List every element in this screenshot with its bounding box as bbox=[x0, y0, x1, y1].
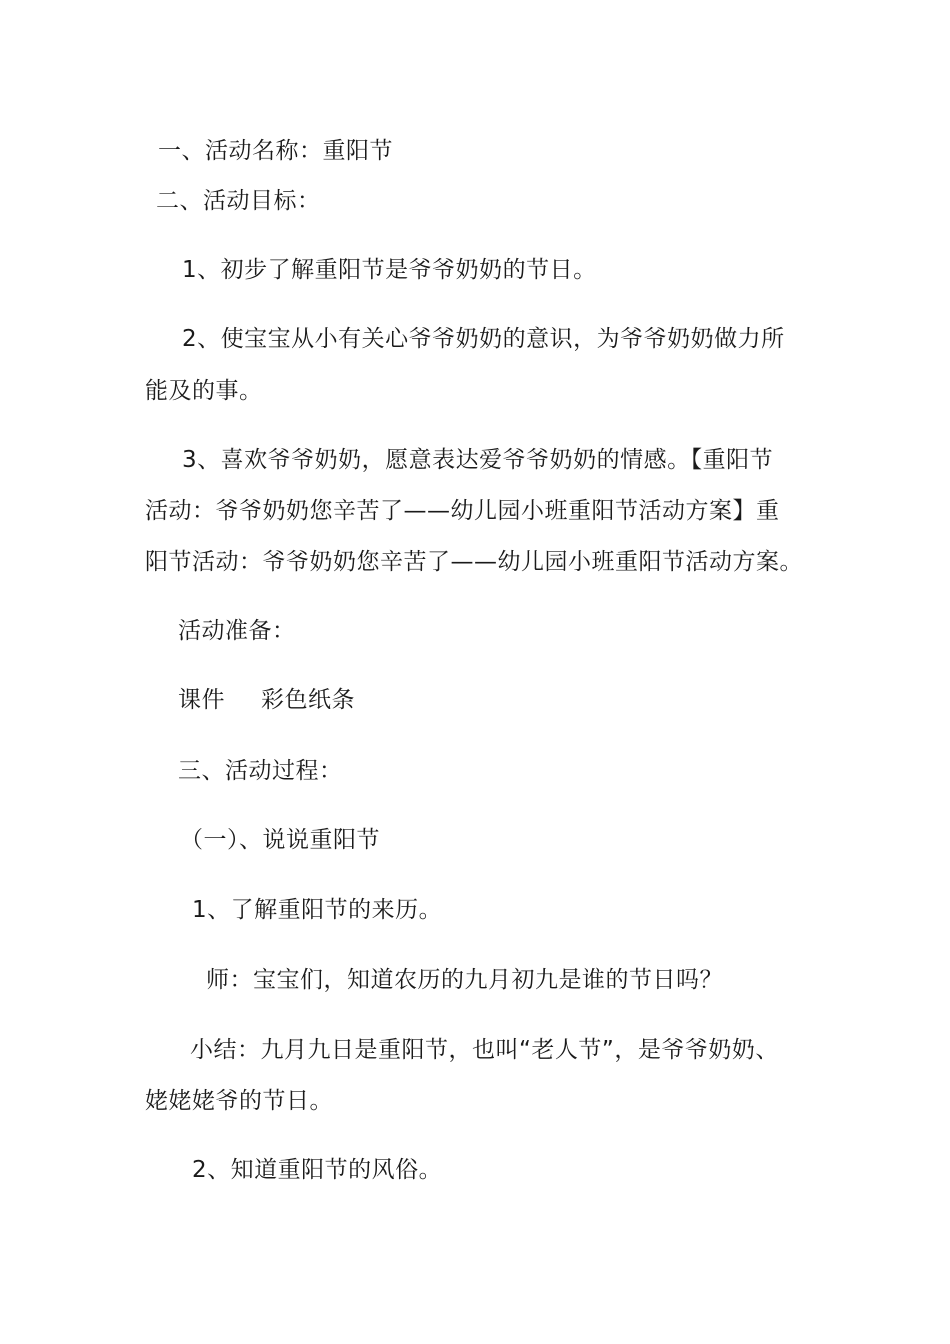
preparation-items bbox=[178, 686, 355, 714]
preparation-item-colored-paper: 彩色纸条 bbox=[261, 687, 355, 713]
goal-item-3-continued: 活动：爷爷奶奶您辛苦了——幼儿园小班重阳节活动方案】重 bbox=[145, 498, 780, 524]
summary-text-continued: 姥姥姥爷的节日。 bbox=[145, 1088, 333, 1114]
subsection-title-talk-about-festival: （一）、说说重阳节 bbox=[180, 827, 380, 853]
summary-text: 小结：九月九日是重阳节，也叫“老人节”，是爷爷奶奶、 bbox=[190, 1037, 779, 1063]
teacher-question: 师：宝宝们，知道农历的九月初九是谁的节日吗？ bbox=[206, 967, 723, 993]
preparation-heading: 活动准备： bbox=[178, 618, 296, 644]
process-step-1: 1、了解重阳节的来历。 bbox=[192, 897, 443, 923]
section-title-activity-name: 一、活动名称：重阳节 bbox=[158, 138, 393, 164]
preparation-item-courseware: 课件 bbox=[178, 687, 225, 713]
goal-item-3: 3、喜欢爷爷奶奶，愿意表达爱爷爷奶奶的情感。【重阳节 bbox=[182, 447, 774, 473]
goal-item-3-continued-2: 阳节活动：爷爷奶奶您辛苦了——幼儿园小班重阳节活动方案。 bbox=[145, 549, 803, 575]
section-title-activity-process: 三、活动过程： bbox=[178, 758, 343, 784]
process-step-2: 2、知道重阳节的风俗。 bbox=[192, 1157, 443, 1183]
section-title-activity-goals: 二、活动目标： bbox=[156, 188, 321, 214]
goal-item-2: 2、使宝宝从小有关心爷爷奶奶的意识，为爷爷奶奶做力所 bbox=[182, 326, 785, 352]
goal-item-1: 1、初步了解重阳节是爷爷奶奶的节日。 bbox=[182, 257, 597, 283]
goal-item-2-continued: 能及的事。 bbox=[145, 378, 263, 404]
